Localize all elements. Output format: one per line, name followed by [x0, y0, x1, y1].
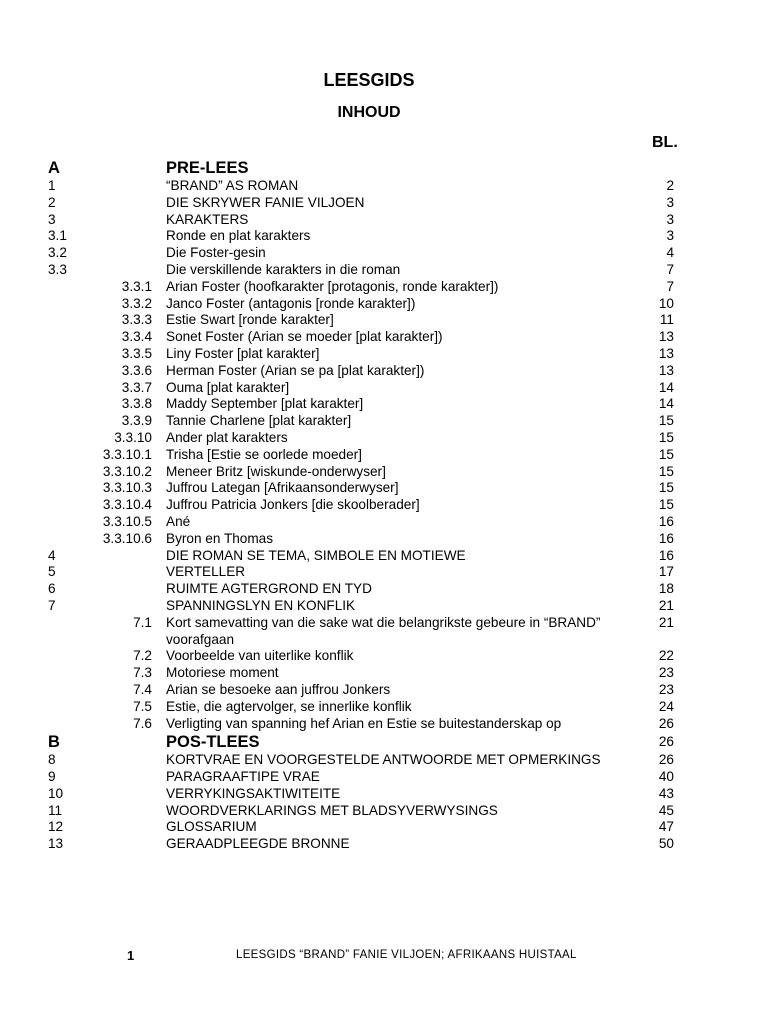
toc-entry-row: [0, 195, 770, 212]
toc-entry-title: Ané: [166, 513, 191, 529]
toc-entry-row: [0, 699, 770, 716]
toc-entry-title: POS-TLEES: [166, 733, 260, 752]
toc-entry-title: Juffrou Lategan [Afrikaansonderwyser]: [166, 480, 399, 496]
toc-entry-row: [0, 480, 770, 497]
toc-entry-number: 1: [48, 178, 56, 193]
toc-entry-title: Estie, die agtervolger, se innerlike konflik: [166, 698, 412, 714]
toc-entry-page: 10: [658, 295, 674, 311]
toc-entry-number: 3.3.8: [121, 396, 152, 412]
toc-entry-row: [0, 178, 770, 195]
toc-entry-row: [0, 279, 770, 296]
toc-entry-number: 3.2: [48, 245, 67, 261]
toc-entry-number: 7.1: [133, 614, 152, 630]
toc-entry-title: Meneer Britz [wiskunde-onderwyser]: [166, 463, 386, 479]
toc-entry-page: 3: [666, 211, 674, 227]
toc-entry-title: VERRYKINGSAKTIWITEITE: [166, 785, 341, 801]
toc-entry-page: 21: [658, 614, 674, 630]
toc-entry-title: Herman Foster (Arian se pa [plat karakter]): [166, 362, 425, 378]
toc-entry-page: 4: [666, 245, 674, 261]
toc-entry-title: “BRAND” AS ROMAN: [166, 178, 299, 193]
toc-entry-row: [0, 682, 770, 699]
toc-entry-row: [0, 665, 770, 682]
toc-section-row: [0, 732, 770, 752]
toc-entry-number: 3.3.4: [121, 329, 152, 345]
toc-entry-row: [0, 819, 770, 836]
toc-entry-number: 3.3.10.5: [102, 513, 152, 529]
toc-entry-row: [0, 615, 770, 649]
toc-entry-title: Die Foster-gesin: [166, 245, 266, 261]
toc-entry-row: [0, 212, 770, 229]
toc-entry-title: GLOSSARIUM: [166, 819, 257, 835]
toc-entry-title: Voorbeelde van uiterlike konflik: [166, 648, 354, 664]
toc-entry-row: [0, 329, 770, 346]
toc-entry-title: SPANNINGSLYN EN KONFLIK: [166, 597, 356, 613]
toc-entry-row: [0, 803, 770, 820]
toc-entry-number: 7.6: [133, 715, 152, 731]
toc-entry-page: 26: [658, 752, 674, 768]
toc-entry-number: 7.2: [133, 648, 152, 664]
toc-entry-number: 7.3: [133, 665, 152, 681]
toc-entry-number: 3: [48, 211, 56, 227]
toc-entry-number: 3.3.2: [121, 295, 152, 311]
toc-entry-page: 23: [658, 665, 674, 681]
toc-entry-page: 3: [666, 194, 674, 210]
toc-entry-title: DIE ROMAN SE TEMA, SIMBOLE EN MOTIEWE: [166, 547, 466, 563]
toc-entry-page: 15: [658, 429, 674, 445]
toc-entry-row: [0, 245, 770, 262]
toc-entry-title: KARAKTERS: [166, 211, 249, 227]
toc-entry-title: Juffrou Patricia Jonkers [die skoolberader]: [166, 497, 420, 513]
toc-entry-page: 15: [658, 446, 674, 462]
toc-entry-number: 7.5: [133, 698, 152, 714]
toc-entry-title: Kort samevatting van die sake wat die belangrikste gebeure in “BRAND” voorafgaan: [166, 614, 601, 647]
toc-entry-page: 15: [658, 463, 674, 479]
toc-entry-row: [0, 296, 770, 313]
toc-entry-page: 26: [658, 734, 674, 750]
toc-entry-number: 8: [48, 752, 56, 768]
toc-entry-row: [0, 786, 770, 803]
toc-entry-number: 3.3.10.3: [102, 480, 152, 496]
toc-entry-page: 7: [666, 278, 674, 294]
toc-entry-title: KORTVRAE EN VOORGESTELDE ANTWOORDE MET OPMERKINGS: [166, 752, 601, 768]
toc-entry-title: Trisha [Estie se oorlede moeder]: [166, 446, 362, 462]
toc-entry-number: 3.3.6: [121, 362, 152, 378]
toc-entry-row: [0, 363, 770, 380]
toc-entry-row: [0, 312, 770, 329]
toc-entry-page: 45: [658, 802, 674, 818]
toc-entry-number: 3.3.5: [121, 345, 152, 361]
document-title: LEESGIDS: [323, 70, 415, 90]
toc-entry-row: [0, 430, 770, 447]
toc-entry-title: Maddy September [plat karakter]: [166, 396, 364, 412]
toc-entry-page: 24: [658, 698, 674, 714]
toc-entry-page: 43: [658, 785, 674, 801]
toc-entry-title: WOORDVERKLARINGS MET BLADSYVERWYSINGS: [166, 802, 498, 818]
toc-entry-row: [0, 531, 770, 548]
toc-entry-row: [0, 396, 770, 413]
toc-entry-row: [0, 380, 770, 397]
toc-entry-title: Ronde en plat karakters: [166, 228, 311, 244]
toc-entry-page: 15: [658, 497, 674, 513]
toc-entry-page: 7: [666, 261, 674, 277]
toc-entry-row: [0, 836, 770, 853]
toc-entry-page: 18: [658, 581, 674, 597]
toc-entry-page: 40: [658, 769, 674, 785]
toc-entry-number: 3.3.10.6: [102, 530, 152, 546]
toc-entry-number: 3.3.10.2: [102, 463, 152, 479]
toc-entry-title: RUIMTE AGTERGROND EN TYD: [166, 581, 372, 597]
toc-entry-page: 23: [658, 681, 674, 697]
toc-entry-number: 4: [48, 547, 56, 563]
toc-entry-number: 3.3.10.4: [102, 497, 152, 513]
toc-entry-page: 16: [658, 547, 674, 563]
toc-entry-number: 12: [48, 819, 64, 835]
toc-entry-title: Ouma [plat karakter]: [166, 379, 290, 395]
toc-entry-row: [0, 769, 770, 786]
footer-page-number: 1: [127, 948, 135, 963]
toc-entry-title: VERTELLER: [166, 564, 246, 580]
toc-entry-row: [0, 346, 770, 363]
toc-entry-number: A: [48, 159, 60, 177]
toc-entry-row: [0, 581, 770, 598]
toc-entry-row: [0, 413, 770, 430]
toc-entry-page: 13: [658, 345, 674, 361]
toc-entry-number: 11: [48, 802, 63, 818]
toc-entry-page: 26: [658, 715, 674, 731]
toc-entry-page: 47: [658, 819, 674, 835]
toc-entry-number: 3.3.10.1: [102, 446, 152, 462]
toc-entry-number: 10: [48, 785, 64, 801]
toc-entry-number: 6: [48, 581, 56, 597]
toc-entry-number: 9: [48, 769, 56, 785]
toc-entry-title: Sonet Foster (Arian se moeder [plat karakter]): [166, 329, 443, 345]
toc-entry-title: Motoriese moment: [166, 665, 279, 681]
toc-entry-title: Die verskillende karakters in die roman: [166, 261, 401, 277]
toc-entry-title: Arian Foster (hoofkarakter [protagonis, ronde karakter]): [166, 278, 499, 294]
toc-entry-page: 16: [658, 513, 674, 529]
toc-entry-page: 15: [658, 480, 674, 496]
toc-entry-row: [0, 262, 770, 279]
toc-entry-title: PARAGRAAFTIPE VRAE: [166, 769, 320, 785]
toc-entry-page: 50: [658, 836, 674, 852]
toc-entry-page: 15: [658, 413, 674, 429]
toc-entry-title: Estie Swart [ronde karakter]: [166, 312, 334, 328]
toc-entry-number: 3.3.3: [121, 312, 152, 328]
toc-entry-number: 7: [48, 597, 56, 613]
toc-entry-page: 11: [659, 312, 674, 328]
toc-entry-page: 3: [666, 228, 674, 244]
toc-entry-page: 17: [658, 564, 674, 580]
toc-entry-title: Ander plat karakters: [166, 429, 288, 445]
toc-entry-title: DIE SKRYWER FANIE VILJOEN: [166, 194, 365, 210]
toc-entry-row: [0, 648, 770, 665]
toc-entry-number: 3.3.10: [114, 429, 152, 445]
toc-entry-title: Byron en Thomas: [166, 530, 274, 546]
toc-entry-number: 3.3.7: [121, 379, 152, 395]
toc-entry-page: 16: [658, 530, 674, 546]
toc-entry-title: PRE-LEES: [166, 159, 249, 177]
toc-entry-number: 2: [48, 194, 56, 210]
toc-entry-title: Verligting van spanning hef Arian en Estie se buitestanderskap op: [166, 715, 562, 731]
document-subtitle: INHOUD: [337, 104, 401, 121]
toc-entry-title: Janco Foster (antagonis [ronde karakter]): [166, 295, 416, 311]
footer-text: LEESGIDS “BRAND” FANIE VILJOEN; AFRIKAANS HUISTAAL: [236, 949, 577, 961]
toc-entry-title: Liny Foster [plat karakter]: [166, 345, 320, 361]
toc-entry-row: [0, 514, 770, 531]
toc-entry-row: [0, 464, 770, 481]
toc-entry-page: 21: [658, 597, 674, 613]
toc-entry-page: 14: [658, 396, 674, 412]
toc-entry-title: Arian se besoeke aan juffrou Jonkers: [166, 681, 391, 697]
toc-entry-number: 3.3.1: [121, 278, 152, 294]
toc-entry-number: 3.3: [48, 261, 67, 277]
toc-entry-number: 3.3.9: [121, 413, 152, 429]
toc-entry-row: [0, 548, 770, 565]
toc-entry-row: [0, 752, 770, 769]
toc-entry-number: 7.4: [133, 681, 152, 697]
toc-entry-title: Tannie Charlene [plat karakter]: [166, 413, 352, 429]
toc-entry-number: 5: [48, 564, 56, 580]
toc-entry-row: [0, 447, 770, 464]
toc-entry-row: [0, 497, 770, 514]
toc-entry-row: [0, 564, 770, 581]
toc-entry-page: 22: [658, 648, 674, 664]
toc-entry-page: 13: [658, 329, 674, 345]
toc-entry-row: [0, 598, 770, 615]
page-column-header: BL.: [652, 134, 678, 151]
table-of-contents: [0, 158, 770, 853]
toc-entry-page: 2: [666, 178, 674, 193]
toc-entry-page: 14: [658, 379, 674, 395]
toc-entry-number: B: [48, 733, 60, 752]
toc-entry-row: [0, 228, 770, 245]
toc-entry-number: 3.1: [48, 228, 67, 244]
toc-section-row: [0, 158, 770, 178]
toc-entry-title: GERAADPLEEGDE BRONNE: [166, 836, 350, 852]
toc-entry-row: [0, 716, 770, 733]
toc-entry-number: 13: [48, 836, 64, 852]
toc-entry-page: 13: [658, 362, 674, 378]
